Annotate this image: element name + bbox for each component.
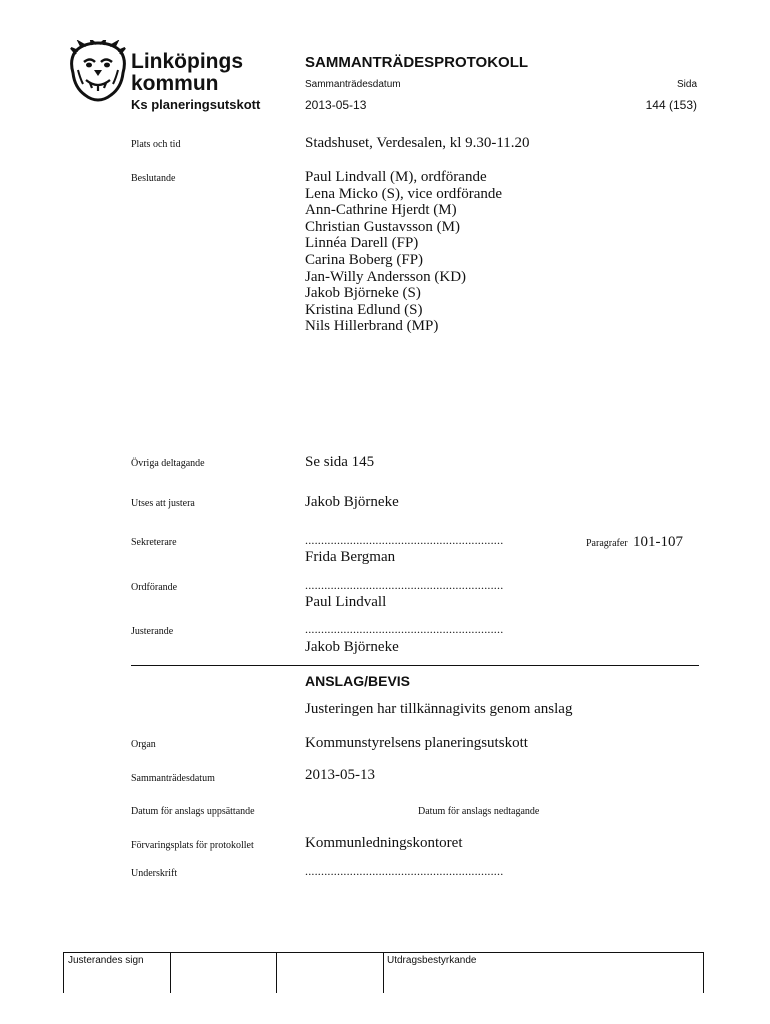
paragraphs-value: 101-107 [633,534,683,550]
others-value: Se sida 145 [305,454,375,470]
storage-value: Kommunledningskontoret [305,835,463,851]
anslag-title: ANSLAG/BEVIS [305,673,411,689]
secretary-name: Frida Bergman [305,549,396,565]
section-divider [131,665,699,666]
decision-makers-label: Beslutande [131,173,176,184]
secretary-label: Sekreterare [131,537,177,548]
adjuster-appointed-label: Utses att justera [131,498,195,509]
page-number: 144 (153) [645,98,697,112]
chair-label: Ordförande [131,582,178,593]
adjuster-name: Jakob Björneke [305,639,399,655]
adjuster-label: Justerande [131,626,174,637]
adjuster-signature-line: .............................................................. [305,622,504,636]
posted-date-label: Datum för anslags uppsättande [131,806,255,817]
list-item: Kristina Edlund (S) [305,301,423,318]
list-item: Nils Hillerbrand (MP) [305,318,439,335]
list-item: Jan-Willy Andersson (KD) [305,268,467,285]
organ-label: Organ [131,739,156,750]
footer-sign-label: Justerandes sign [68,955,144,966]
footer-table [63,952,704,993]
footer-cell-divider [383,953,384,993]
municipality-logo [68,40,128,102]
list-item: Carina Boberg (FP) [305,251,424,268]
org-name-line2: kommun [131,72,219,95]
organ-value: Kommunstyrelsens planeringsutskott [305,735,528,751]
footer-cell-divider [170,953,171,993]
chair-signature-line: .............................................................. [305,578,504,592]
place-label: Plats och tid [131,139,181,150]
unit-name: Ks planeringsutskott [131,97,261,112]
secretary-signature-line: .............................................................. [305,533,504,547]
adjuster-appointed-value: Jakob Björneke [305,494,399,510]
decision-makers-list [305,169,502,335]
signature-line: .............................................................. [305,864,504,878]
org-name-line1: Linköpings [131,50,243,73]
storage-label: Förvaringsplats för protokollet [131,840,254,851]
page-label: Sida [676,79,697,90]
date-label: Sammanträdesdatum [305,79,401,90]
signature-label: Underskrift [131,868,178,879]
footer-cell-divider [276,953,277,993]
removed-date-label: Datum för anslags nedtagande [418,806,540,817]
chair-name: Paul Lindvall [305,594,387,610]
document-type: SAMMANTRÄDESPROTOKOLL [305,54,529,71]
list-item: Jakob Björneke (S) [305,285,421,302]
list-item: Paul Lindvall (M), ordförande [305,169,487,185]
anslag-statement: Justeringen har tillkännagivits genom anslag [305,701,573,717]
list-item: Ann-Cathrine Hjerdt (M) [305,202,457,219]
list-item: Linnéa Darell (FP) [305,235,419,252]
anslag-date-label: Sammanträdesdatum [131,773,215,784]
list-item: Christian Gustavsson (M) [305,218,460,235]
list-item: Lena Micko (S), vice ordförande [305,185,503,202]
place-value: Stadshuset, Verdesalen, kl 9.30-11.20 [305,135,530,151]
paragraphs-label: Paragrafer [586,538,628,549]
others-label: Övriga deltagande [131,458,205,469]
meeting-date: 2013-05-13 [305,98,367,112]
lion-crest-icon [68,40,128,102]
footer-extract-label: Utdragsbestyrkande [387,955,477,966]
anslag-date-value: 2013-05-13 [305,767,375,783]
